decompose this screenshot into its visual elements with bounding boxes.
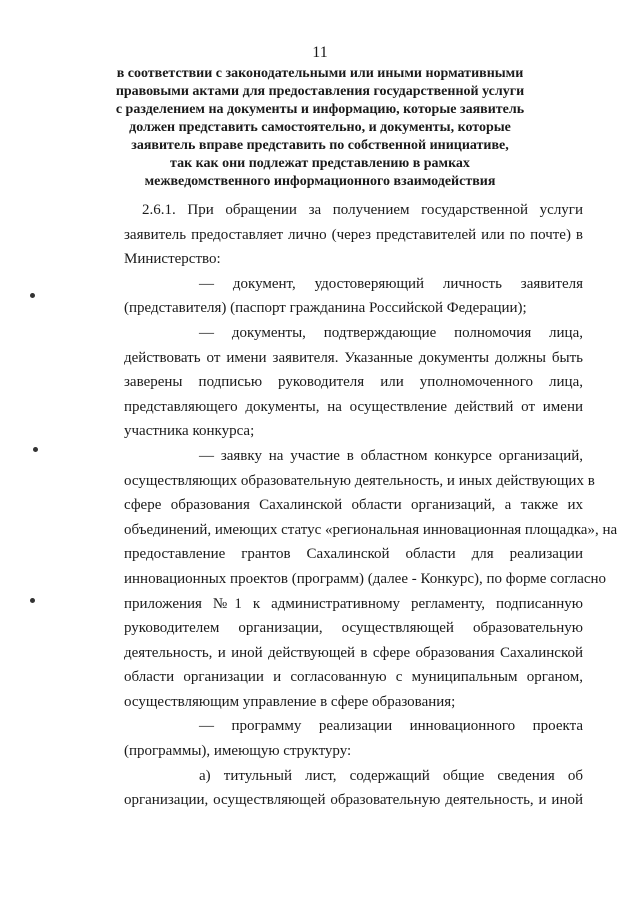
body-line: — документы, подтверждающие полномочия лица, — [199, 324, 583, 341]
body-text — [124, 198, 618, 813]
body-line: 2.6.1. При обращении за получением государственной услуги — [142, 202, 583, 218]
heading-line: заявитель вправе представить по собственной инициативе, — [131, 138, 509, 153]
body-line: объединений, имеющих статус «региональная инновационная площадка», на — [124, 521, 618, 538]
scan-mark — [30, 293, 35, 298]
heading-line: должен представить самостоятельно, и документы, которые — [129, 120, 511, 135]
body-line: участника конкурса; — [124, 423, 255, 440]
body-line: — документ, удостоверяющий личность заявителя — [199, 275, 583, 292]
scan-mark — [33, 447, 38, 452]
body-line: заверены подписью руководителя или уполномоченного лица, — [124, 374, 583, 391]
heading-line: с разделением на документы и информацию, которые заявитель — [115, 102, 525, 117]
body-line: Министерство: — [124, 251, 221, 268]
body-line: представляющего документы, на осуществление действий от имени — [124, 398, 583, 415]
heading-line: правовыми актами для предоставления государственной услуги — [115, 84, 525, 99]
body-line: (программы), имеющую структуру: — [124, 743, 352, 760]
body-line: сфере образования Сахалинской области организаций, а также их — [124, 497, 583, 514]
body-line: осуществляющим управление в сфере образования; — [124, 693, 456, 710]
heading-line: в соответствии с законодательными или иными нормативными — [116, 66, 524, 81]
body-line: — программу реализации инновационного проекта — [199, 718, 583, 735]
body-line: области организации и согласованную с муниципальным органом, — [124, 669, 583, 686]
scan-mark — [30, 598, 35, 603]
heading-line: межведомственного информационного взаимодействия — [144, 174, 496, 189]
body-line: руководителем организации, осуществляющей образовательную — [124, 620, 583, 637]
body-line: заявитель предоставляет лично (через представителей или по почте) в — [124, 226, 583, 243]
body-line: (представителя) (паспорт гражданина Российской Федерации); — [124, 300, 527, 317]
body-line: деятельность, и иной действующей в сфере образования Сахалинской — [124, 644, 583, 661]
body-line: — заявку на участие в областном конкурсе организаций, — [199, 447, 583, 464]
body-line: действовать от имени заявителя. Указанные документы должны быть — [124, 349, 583, 366]
body-line: предоставление грантов Сахалинской области для реализации — [124, 546, 583, 563]
body-line: организации, осуществляющей образовательную деятельность, и иной — [124, 792, 583, 809]
page-number: 11 — [312, 44, 328, 61]
section-heading — [100, 65, 540, 191]
body-line: а) титульный лист, содержащий общие сведения об — [199, 767, 583, 784]
body-line: инновационных проектов (программ) (далее - Конкурс), по форме согласно — [124, 570, 607, 587]
body-line: осуществляющих образовательную деятельность, и иных действующих в — [124, 472, 595, 489]
heading-line: так как они подлежат представлению в рамках — [170, 156, 470, 171]
body-line: приложения №1 к административному регламенту, подписанную — [124, 595, 583, 612]
